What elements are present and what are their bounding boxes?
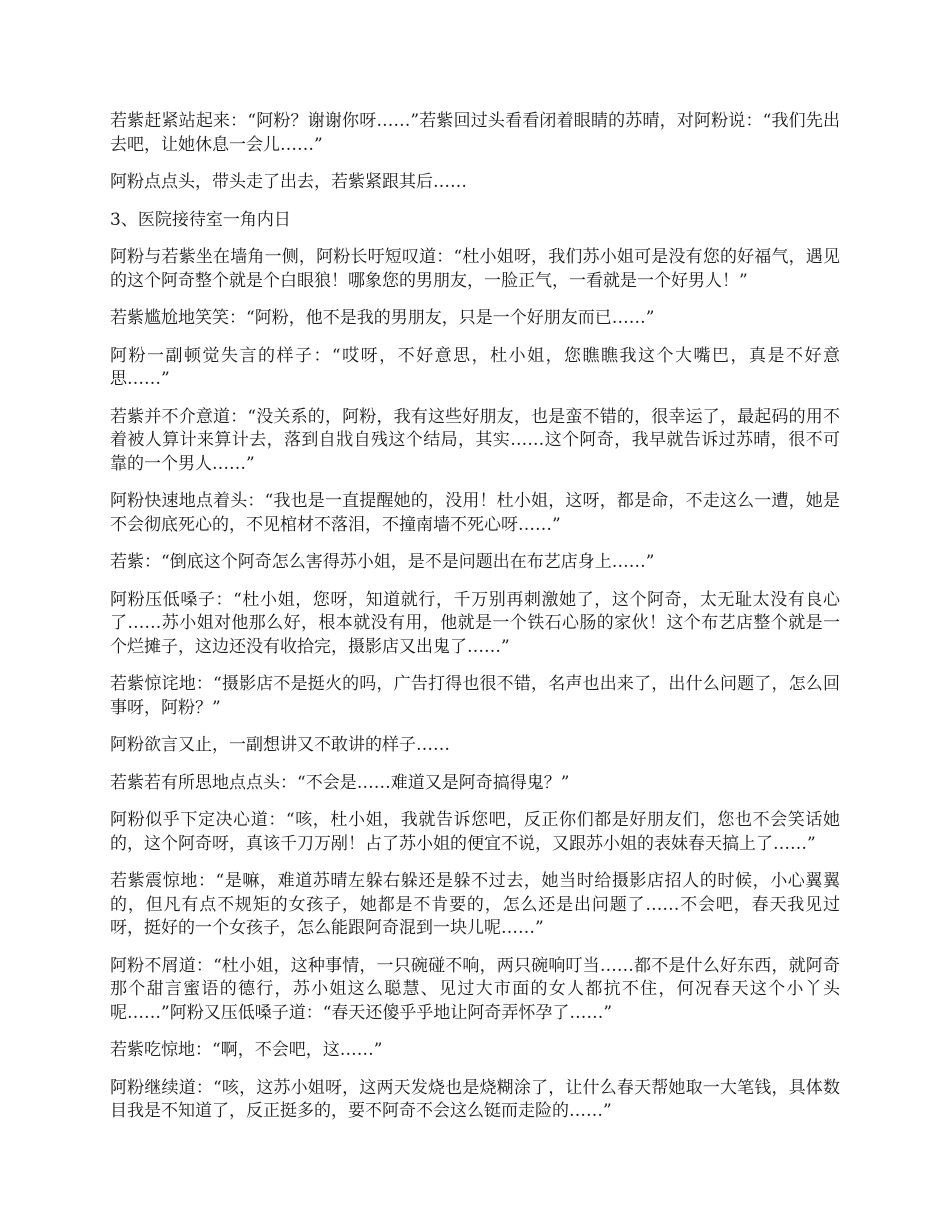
paragraph: 若紫若有所思地点点头：“不会是……难道又是阿奇搞得鬼？”: [110, 772, 570, 793]
paragraph: 阿粉与若紫坐在墙角一侧，阿粉长吁短叹道：“杜小姐呀，我们苏小姐可是没有您的好福气，遇见的这个阿奇整个就是个白眼狼！哪象您的男朋友，一脸正气，一看就是一个好男人！”: [110, 247, 840, 291]
scene-heading: 3、医院接待室一角内日: [110, 209, 291, 230]
paragraph: 若紫：“倒底这个阿奇怎么害得苏小姐，是不是问题出在布艺店身上……”: [110, 552, 655, 572]
paragraph: 若紫赶紧站起来：“阿粉？谢谢你呀……”若紫回过头看看闭着眼睛的苏晴，对阿粉说：“我们先出去吧，让她休息一会儿……”: [110, 111, 840, 155]
paragraph: 若紫吃惊地：“啊，不会吧，这……”: [110, 1040, 383, 1060]
paragraph: 阿粉似乎下定决心道：“咳，杜小姐，我就告诉您吧，反正你们都是好朋友们，您也不会笑话她的，这个阿奇呀，真该千刀万剐！占了苏小姐的便宜不说，又跟苏小姐的表妹春天搞上了……”: [110, 810, 840, 854]
paragraph: 阿粉继续道：“咳，这苏小姐呀，这两天发烧也是烧糊涂了，让什么春天帮她取一大笔钱，具体数目我是不知道了，反正挺多的，要不阿奇不会这么铤而走险的……”: [110, 1077, 840, 1121]
paragraph: 若紫震惊地：“是嘛，难道苏晴左躲右躲还是躲不过去，她当时给摄影店招人的时候，小心翼翼的，但凡有点不规矩的女孩子，她都是不肯要的，怎么还是出问题了……不会吧，春天我见过呀，挺好的一个女孩子，怎么能跟阿奇混到一块儿呢……”: [110, 871, 840, 938]
paragraph: 阿粉不屑道：“杜小姐，这种事情，一只碗碰不响，两只碗响叮当……都不是什么好东西，就阿奇那个甜言蜜语的德行，苏小姐这么聪慧、见过大市面的女人都抗不住，何况春天这个小丫头呢……”阿粉又压低嗓子道：“春天还傻乎乎地让阿奇弄怀孕了……”: [110, 955, 840, 1023]
paragraph: 阿粉压低嗓子：“杜小姐，您呀，知道就行，千万别再刺激她了，这个阿奇，太无耻太没有良心了……苏小姐对他那么好，根本就没有用，他就是一个铁石心肠的家伙！这个布艺店整个就是一个烂摊子，这边还没有收拾完，摄影店又出鬼了……”: [110, 589, 840, 657]
document-body: [110, 110, 840, 1138]
paragraph: 阿粉欲言又止，一副想讲又不敢讲的样子……: [110, 735, 450, 755]
paragraph: 若紫并不介意道：“没关系的，阿粉，我有这些好朋友，也是蛮不错的，很幸运了，最起码的用不着被人算计来算计去，落到自戕自残这个结局，其实……这个阿奇，我早就告诉过苏晴，很不可靠的一个男人……”: [110, 406, 840, 474]
paragraph: 阿粉一副顿觉失言的样子：“哎呀，不好意思，杜小姐，您瞧瞧我这个大嘴巴，真是不好意思……”: [110, 345, 840, 389]
paragraph: 阿粉快速地点着头：“我也是一直提醒她的，没用！杜小姐，这呀，都是命，不走这么一遭，她是不会彻底死心的，不见棺材不落泪，不撞南墙不死心呀……”: [110, 491, 840, 535]
paragraph: 若紫尴尬地笑笑：“阿粉，他不是我的男朋友，只是一个好朋友而已……”: [110, 308, 655, 328]
paragraph: 若紫惊诧地：“摄影店不是挺火的吗，广告打得也很不错，名声也出来了，出什么问题了，怎么回事呀，阿粉？”: [110, 674, 840, 718]
paragraph: 阿粉点点头，带头走了出去，若紫紧跟其后……: [110, 172, 467, 192]
